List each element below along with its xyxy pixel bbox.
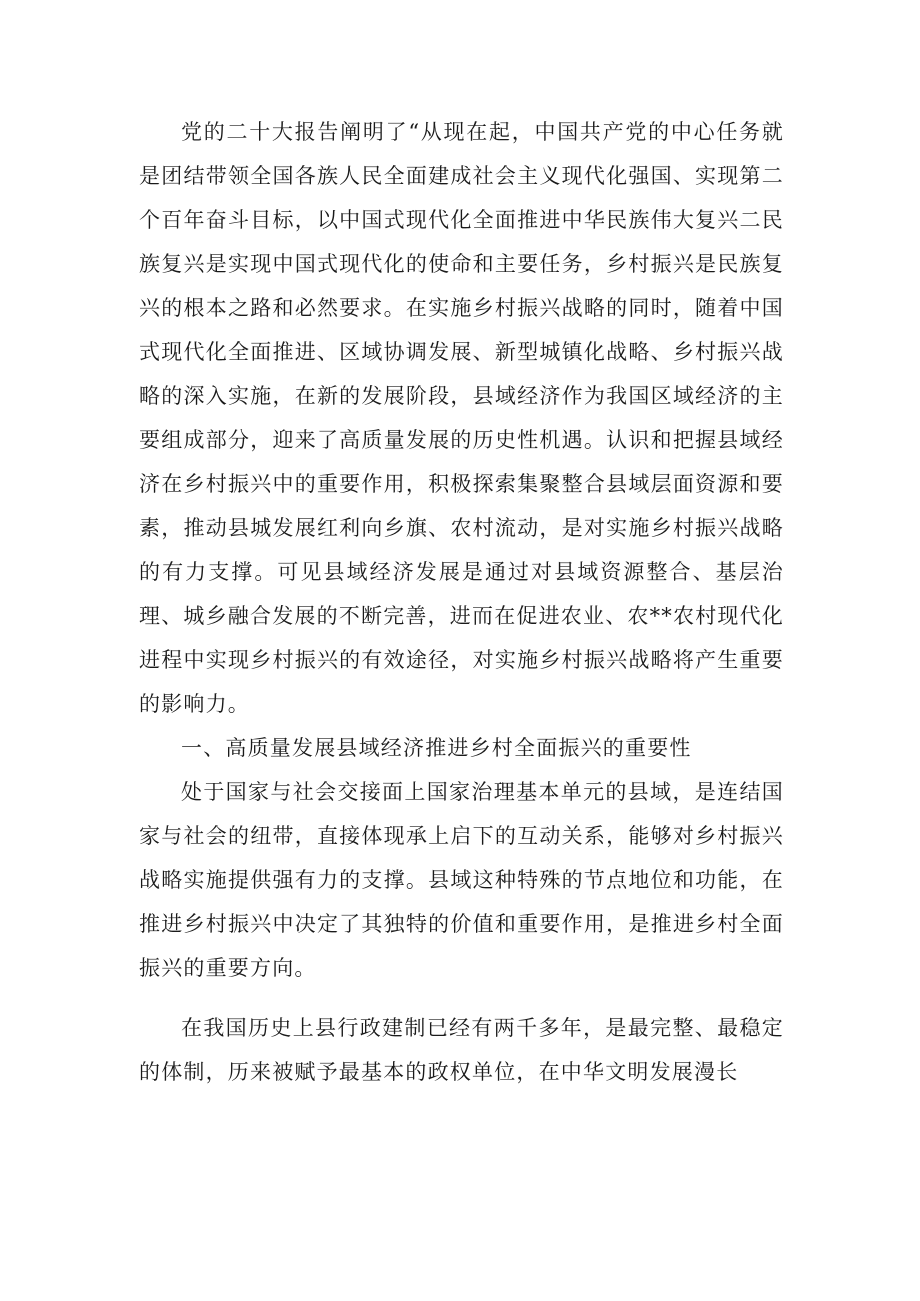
intro-paragraph: 党的二十大报告阐明了“从现在起，中国共产党的中心任务就是团结带领全国各族人民全面建成社会主义现代化强国、实现第二个百年奋斗目标，以中国式现代化全面推进中华民族伟大复兴二民族复兴是实现中国式现代化的使命和主要任务，乡村振兴是民族复兴的根本之路和必然要求。在实施乡村振兴战略的同时，随着中国式现代化全面推进、区域协调发展、新型城镇化战略、乡村振兴战略的深入实施，在新的发展阶段，县域经济作为我国区域经济的主要组成部分，迎来了高质量发展的历史性机遇。认识和把握县域经济在乡村振兴中的重要作用，积极探索集聚整合县域层面资源和要素，推动县城发展红利向乡旗、农村流动，是对实施乡村振兴战略的有力支撑。可见县域经济发展是通过对县域资源整合、基层治理、城乡融合发展的不断完善，进而在促进农业、农**农村现代化进程中实现乡村振兴的有效途径，对实施乡村振兴战略将产生重要的影响力。 (139, 120, 784, 716)
body-paragraph: 处于国家与社会交接面上国家治理基本单元的县域，是连结国家与社会的纽带，直接体现承上启下的互动关系，能够对乡村振兴战略实施提供强有力的支撑。县域这种特殊的节点地位和功能，在推进乡村振兴中决定了其独特的价值和重要作用，是推进乡村全面振兴的重要方向。 (139, 780, 784, 980)
body-paragraph: 在我国历史上县行政建制已经有两千多年，是最完整、最稳定的体制，历来被赋予最基本的政权单位，在中华文明发展漫长 (139, 1016, 784, 1084)
section-heading: 一、高质量发展县域经济推进乡村全面振兴的重要性 (181, 736, 692, 760)
document-body (139, 110, 784, 1094)
